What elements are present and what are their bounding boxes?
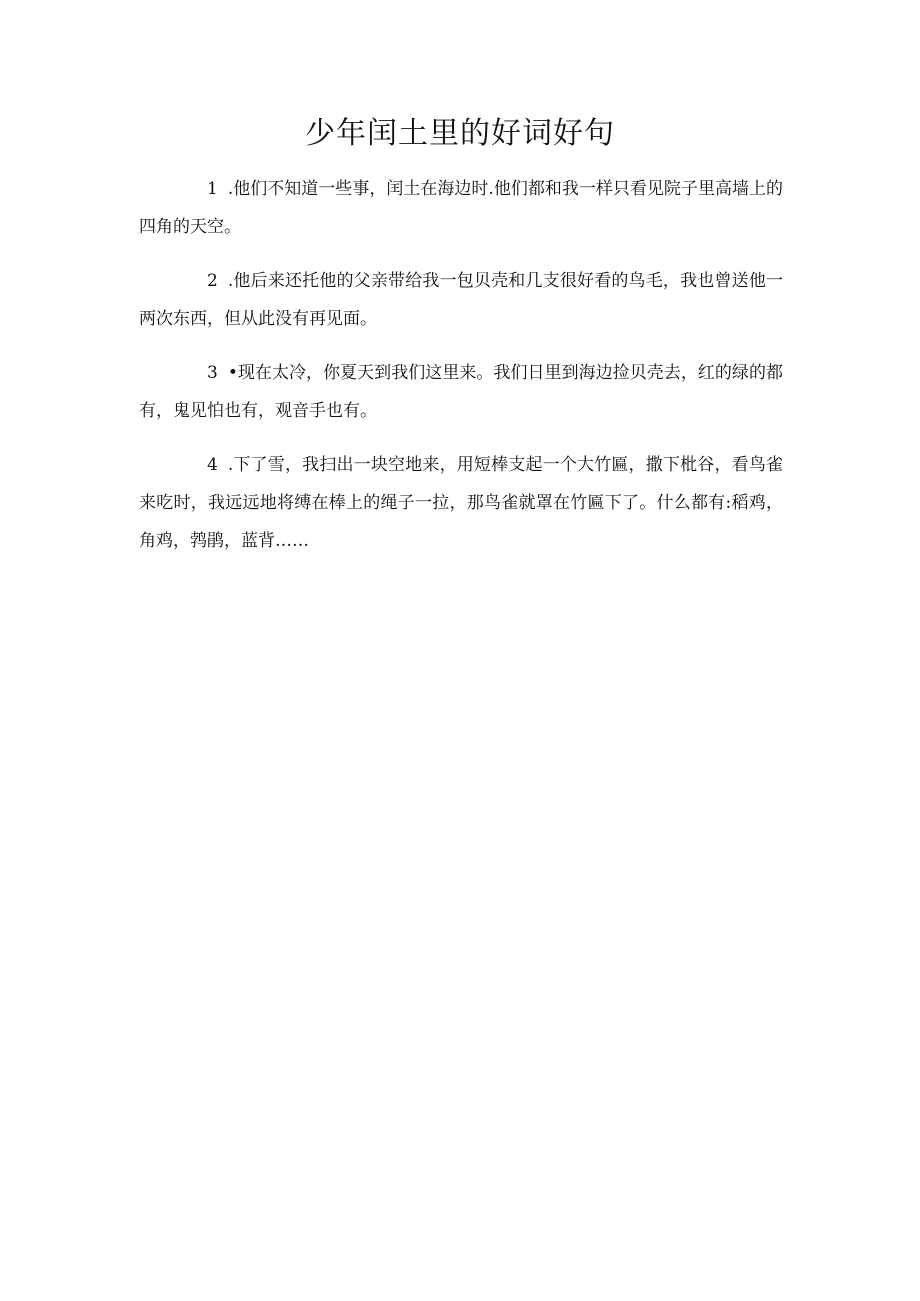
item-number: 2 — [207, 271, 218, 291]
document-title: 少年闰土里的好词好句 — [305, 116, 615, 151]
item-number: 4 — [207, 455, 218, 475]
item-text: •现在太冷，你夏天到我们这里来。我们日里到海边捡贝壳去，红的绿的都有，鬼见怕也有，观音手也有。 — [139, 363, 783, 421]
item-number: 3 — [207, 363, 218, 383]
sentence-item-2 — [139, 262, 783, 338]
sentence-item-4 — [139, 446, 783, 560]
item-text: .下了雪，我扫出一块空地来，用短棒支起一个大竹匾，撒下枇谷，看鸟雀来吃时，我远远地将缚在棒上的绳子一拉，那鸟雀就罩在竹匾下了。什么都有:稻鸡，角鸡，鹁鹃，蓝背…… — [139, 455, 783, 551]
document-body — [139, 170, 783, 576]
sentence-item-3 — [139, 354, 783, 430]
sentence-item-1 — [139, 170, 783, 246]
item-number: 1 — [207, 179, 218, 199]
item-text: .他后来还托他的父亲带给我一包贝壳和几支很好看的鸟毛，我也曾送他一两次东西，但从此没有再见面。 — [139, 271, 783, 329]
item-text: .他们不知道一些事，闰土在海边时.他们都和我一样只看见院子里高墙上的四角的天空。 — [139, 179, 783, 237]
